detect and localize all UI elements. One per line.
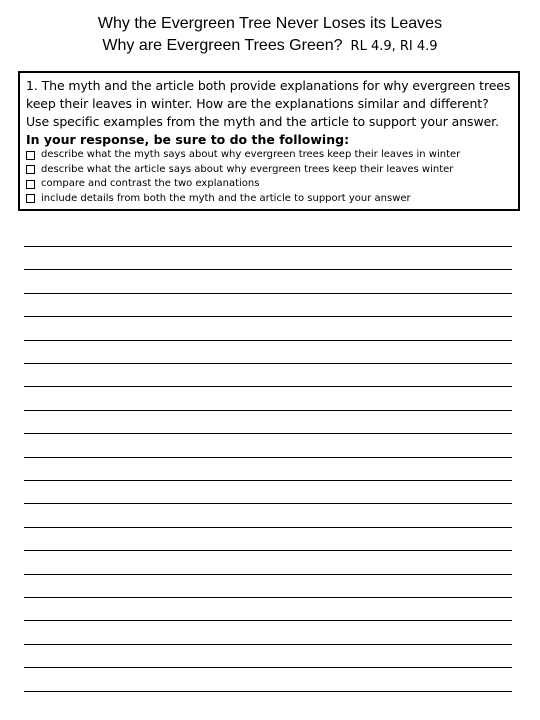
checklist-item[interactable] <box>26 192 512 207</box>
checkbox-icon[interactable] <box>26 194 35 203</box>
standards-code: RL 4.9, RI 4.9 <box>350 39 438 54</box>
checkbox-icon[interactable] <box>26 151 35 160</box>
title-line-2-text: Why are Evergreen Trees Green? <box>102 37 343 54</box>
answer-line[interactable] <box>24 480 512 481</box>
checklist-item-label: compare and contrast the two explanations <box>41 178 260 189</box>
checklist-item-label: include details from both the myth and the article to support your answer <box>41 192 411 204</box>
answer-line[interactable] <box>24 410 512 411</box>
answer-line[interactable] <box>24 363 512 364</box>
requirements-checklist <box>26 148 512 206</box>
instructions-heading: In your response, be sure to do the following: <box>26 132 350 147</box>
answer-line[interactable] <box>24 644 512 645</box>
answer-line[interactable] <box>24 597 512 598</box>
answer-line[interactable] <box>24 293 512 294</box>
title-line-2 <box>0 35 540 58</box>
title-line-1: Why the Evergreen Tree Never Loses its Leaves <box>97 15 443 32</box>
checklist-item[interactable] <box>26 163 512 178</box>
answer-line[interactable] <box>24 386 512 387</box>
answer-line[interactable] <box>24 340 512 341</box>
checklist-item[interactable] <box>26 177 512 192</box>
question-text: 1. The myth and the article both provide explanations for why evergreen trees keep their leaves in winter. How are the explanations similar and different? Use specific examples from the myth and the article to support your answer. <box>26 78 511 129</box>
answer-line[interactable] <box>24 620 512 621</box>
answer-line[interactable] <box>24 527 512 528</box>
checklist-item-label: describe what the article says about why evergreen trees keep their leaves winter <box>41 163 454 175</box>
worksheet-title <box>0 13 540 58</box>
answer-line[interactable] <box>24 574 512 575</box>
checkbox-icon[interactable] <box>26 180 35 189</box>
answer-line[interactable] <box>24 503 512 504</box>
answer-line[interactable] <box>24 433 512 434</box>
answer-line[interactable] <box>24 457 512 458</box>
checklist-item-label: describe what the myth says about why evergreen trees keep their leaves in winter <box>41 149 461 160</box>
answer-line[interactable] <box>24 316 512 317</box>
answer-line[interactable] <box>24 550 512 551</box>
answer-line[interactable] <box>24 269 512 270</box>
answer-line[interactable] <box>24 691 512 692</box>
answer-line[interactable] <box>24 246 512 247</box>
checklist-item[interactable] <box>26 148 512 163</box>
prompt-box <box>18 71 520 211</box>
checkbox-icon[interactable] <box>26 165 35 174</box>
answer-line[interactable] <box>24 667 512 668</box>
